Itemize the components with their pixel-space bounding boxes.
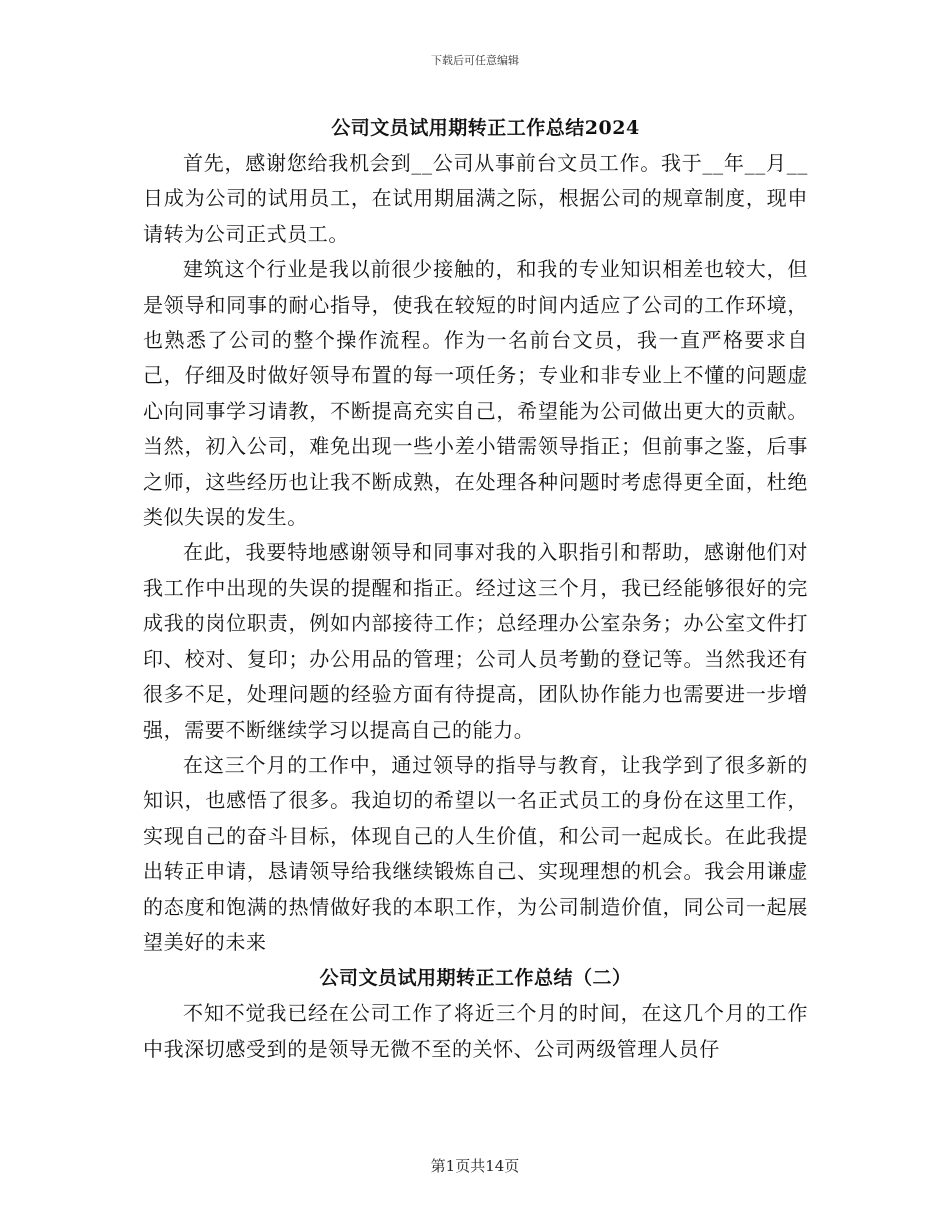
- paragraph: 不知不觉我已经在公司工作了将近三个月的时间，在这几个月的工作中我深切感受到的是领导无微不至的关怀、公司两级管理人员仔: [143, 1001, 808, 1061]
- page-number: 第1页共14页: [430, 1157, 520, 1175]
- section-title: 公司文员试用期转正工作总结（二）: [319, 967, 632, 990]
- header-note: 下载后可任意编辑: [431, 54, 519, 67]
- document-body: [143, 110, 808, 1067]
- paragraph: 在这三个月的工作中，通过领导的指导与教育，让我学到了很多新的知识，也感悟了很多。我迫切的希望以一名正式员工的身份在这里工作，实现自己的奋斗目标，体现自己的人生价值，和公司一起成长。在此我提出转正申请，恳请领导给我继续锻炼自己、实现理想的机会。我会用谦虚的态度和饱满的热情做好我的本职工作，为公司制造价值，同公司一起展望美好的未来: [143, 752, 808, 954]
- paragraph: 建筑这个行业是我以前很少接触的，和我的专业知识相差也较大，但是领导和同事的耐心指导，使我在较短的时间内适应了公司的工作环境，也熟悉了公司的整个操作流程。作为一名前台文员，我一直严格要求自己，仔细及时做好领导布置的每一项任务；专业和非专业上不懂的问题虚心向同事学习请教，不断提高充实自己，希望能为公司做出更大的贡献。当然，初入公司，难免出现一些小差小错需领导指正；但前事之鉴，后事之师，这些经历也让我不断成熟，在处理各种问题时考虑得更全面，杜绝类似失误的发生。: [143, 257, 808, 530]
- document-title: 公司文员试用期转正工作总结2024: [331, 117, 640, 139]
- paragraph: 首先，感谢您给我机会到__公司从事前台文员工作。我于__年__月__日成为公司的试用员工，在试用期届满之际，根据公司的规章制度，现申请转为公司正式员工。: [143, 151, 808, 246]
- paragraph: 在此，我要特地感谢领导和同事对我的入职指引和帮助，感谢他们对我工作中出现的失误的提醒和指正。经过这三个月，我已经能够很好的完成我的岗位职责，例如内部接待工作；总经理办公室杂务；办公室文件打印、校对、复印；办公用品的管理；公司人员考勤的登记等。当然我还有很多不足，处理问题的经验方面有待提高，团队协作能力也需要进一步增强，需要不断继续学习以提高自己的能力。: [143, 540, 808, 742]
